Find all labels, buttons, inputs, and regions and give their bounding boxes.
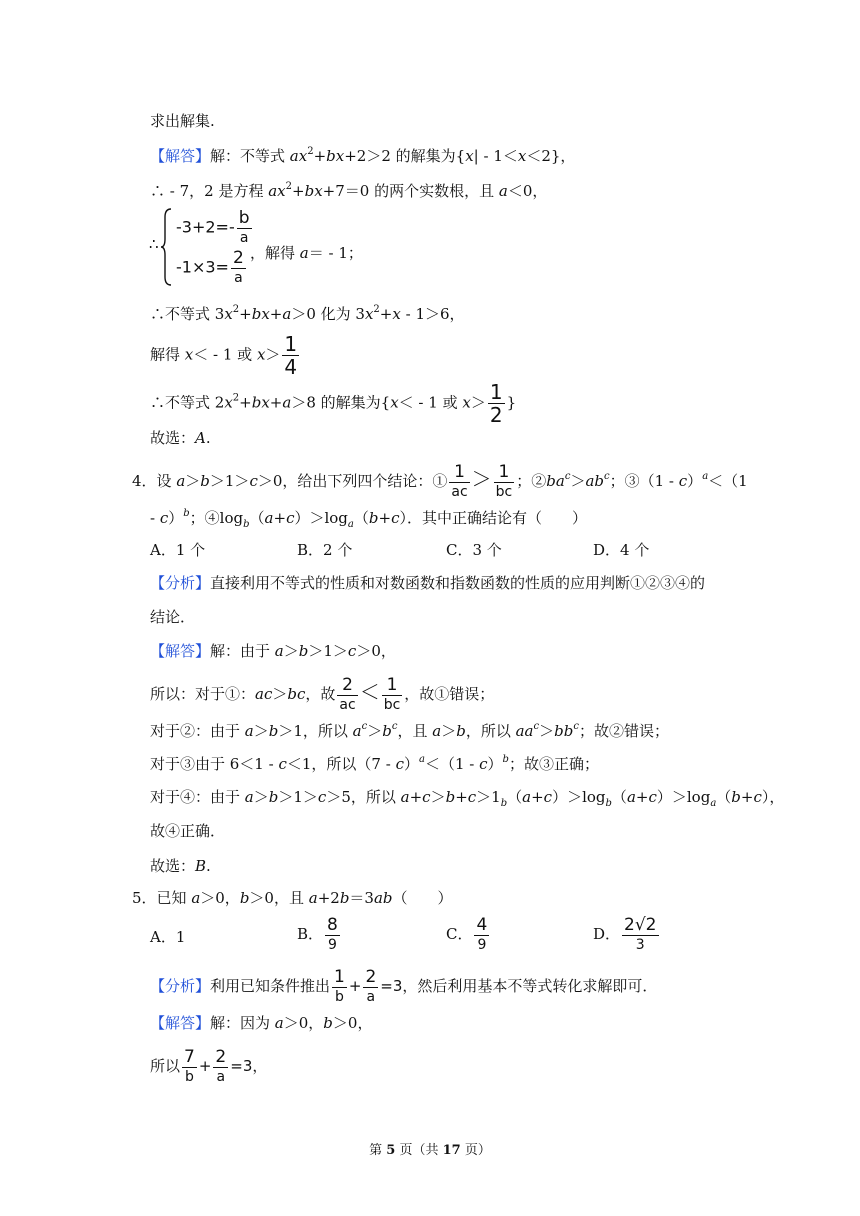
denominator: 2	[489, 403, 503, 427]
text: 解：由于	[210, 642, 275, 660]
var: b	[298, 642, 309, 660]
text: 第	[369, 1143, 387, 1158]
text: 对于②：由于	[150, 722, 245, 740]
text: ＞0，	[200, 889, 240, 907]
text: +	[273, 509, 287, 527]
text-line	[150, 855, 211, 877]
option-label: D．	[593, 925, 621, 943]
var: a	[308, 889, 318, 907]
question-5-stem	[132, 887, 453, 909]
text: 利用已知条件推出	[210, 977, 331, 995]
var: c	[317, 788, 327, 806]
text: +2	[317, 889, 340, 907]
text: .	[205, 429, 211, 447]
text: =3	[230, 1057, 253, 1075]
answer-tag: 【解答】	[150, 147, 211, 165]
var: b	[243, 519, 250, 530]
text: +	[409, 788, 423, 806]
text-line	[150, 333, 301, 378]
var: b	[456, 722, 466, 740]
numerator: 2	[365, 967, 377, 987]
text: （	[507, 788, 523, 806]
text: ＞1，所以	[278, 722, 353, 740]
text: ；④log	[189, 509, 244, 527]
text: ，故	[305, 685, 336, 703]
var: b	[268, 722, 279, 740]
text: 对于④：由于	[150, 788, 245, 806]
var: b	[731, 788, 741, 806]
fraction	[474, 916, 489, 954]
var: a	[244, 722, 254, 740]
var: x	[465, 147, 474, 165]
text-line	[150, 606, 195, 628]
text: ＞	[283, 642, 299, 660]
var: b	[605, 798, 612, 809]
text: 直接利用不等式的性质和对数函数和指数函数的性质的应用判断①②③④的	[210, 574, 706, 592]
text: 解得	[150, 345, 185, 364]
text-line	[150, 381, 516, 426]
var: c	[278, 755, 287, 773]
text: ）	[487, 755, 503, 773]
text: ＞0，	[356, 642, 396, 660]
fraction	[325, 916, 340, 954]
text: ＞	[185, 472, 201, 490]
denominator: 3	[635, 937, 645, 953]
text: }	[506, 393, 517, 412]
var: x	[392, 305, 401, 323]
text: （ ）	[392, 889, 453, 907]
var: b	[500, 798, 508, 809]
text: ＜2}，	[526, 147, 576, 165]
option-a: A．1 个	[150, 541, 206, 559]
text: +	[292, 182, 305, 200]
var: c	[564, 471, 571, 482]
fraction	[488, 381, 505, 426]
text: +	[269, 305, 283, 323]
text: ＞	[253, 788, 269, 806]
var: a	[274, 642, 284, 660]
exp: 2	[307, 146, 314, 157]
option-c: C．3 个	[446, 541, 502, 559]
text: +	[269, 393, 283, 412]
var: ax	[268, 182, 286, 200]
equation-row-2	[176, 249, 248, 287]
var: c	[395, 755, 404, 773]
text: ＝3	[349, 889, 374, 907]
text: +	[313, 147, 327, 165]
numerator: 1	[284, 332, 298, 356]
exp: 2	[373, 304, 380, 315]
numerator: 1	[382, 676, 403, 696]
denominator: ac	[339, 697, 356, 713]
var: x	[184, 345, 194, 364]
text: ）	[403, 755, 419, 773]
var: c	[391, 509, 400, 527]
denominator: bc	[495, 484, 513, 500]
var: c	[159, 509, 169, 527]
text: 求出解集.	[150, 112, 215, 130]
var: c	[347, 642, 357, 660]
var: b	[200, 472, 210, 490]
text: ＞0 化为 3	[291, 305, 365, 323]
text: - 1＞6，	[400, 305, 465, 323]
text: ＞0，给出下列四个结论：①	[257, 472, 448, 490]
text: ）	[687, 472, 703, 490]
var: b	[183, 508, 190, 519]
var: a	[347, 519, 354, 530]
question-4-stem	[132, 463, 748, 501]
var: ax	[289, 147, 308, 165]
var: a	[352, 722, 362, 740]
var: b	[502, 754, 509, 765]
text: ）．其中正确结论有（ ）	[399, 509, 587, 527]
text: ，解得	[250, 244, 300, 262]
text: ＜	[359, 680, 380, 704]
numerator: 1	[494, 463, 515, 483]
var: a	[432, 722, 442, 740]
var: c	[753, 788, 762, 806]
text-line	[150, 753, 599, 775]
var: x	[517, 147, 527, 165]
answer-tag: 【解答】	[150, 1014, 211, 1032]
var: a	[702, 471, 709, 482]
question-number: 5．已知	[132, 889, 192, 907]
text-line	[150, 676, 494, 714]
text: ＞	[367, 722, 383, 740]
text: ，故①错误；	[404, 685, 495, 703]
var: a	[710, 798, 717, 809]
var: a	[176, 472, 186, 490]
text: ∴不等式 2	[150, 393, 225, 412]
var: c	[573, 721, 579, 732]
answer-line	[150, 1012, 372, 1034]
text: ＞1＞	[209, 472, 250, 490]
var: bx	[304, 182, 323, 200]
text-line	[150, 110, 215, 132]
var: a	[419, 754, 425, 765]
denominator: a	[239, 230, 249, 246]
text: +	[531, 788, 544, 806]
text: ＞	[430, 788, 446, 806]
var: b	[239, 889, 250, 907]
text: ＜ - 1 或	[193, 345, 257, 364]
text: ＞1	[476, 788, 501, 806]
text: 页）	[460, 1143, 491, 1158]
numerator: 1	[334, 967, 345, 987]
text: ＞0，且	[249, 889, 309, 907]
text: +	[455, 788, 468, 806]
text: ；③（1 -	[609, 472, 679, 490]
text: ＞	[265, 345, 281, 364]
text: +	[378, 509, 392, 527]
text: .	[206, 857, 211, 875]
text: 故④正确．	[150, 822, 226, 840]
option-label: B．	[297, 925, 324, 943]
option-d	[593, 916, 661, 954]
text: ＜ - 1 或	[398, 393, 463, 412]
text: +	[740, 788, 754, 806]
fraction	[494, 463, 515, 501]
answer-line	[150, 145, 575, 167]
var: bx	[251, 393, 270, 412]
var: ba	[546, 472, 565, 490]
text: ＞1＞	[308, 642, 348, 660]
var: x	[256, 345, 266, 364]
var: b	[382, 722, 392, 740]
denominator: 9	[327, 937, 337, 953]
text: （	[716, 788, 732, 806]
var: a	[264, 509, 274, 527]
numerator: 2	[232, 248, 244, 268]
question-number: 4．设	[132, 472, 177, 490]
denominator: a	[234, 270, 243, 286]
exp: 2	[232, 304, 240, 315]
fraction	[332, 968, 347, 1006]
var: b	[339, 889, 350, 907]
text-line	[150, 427, 211, 449]
option-b: B．2 个	[297, 541, 353, 559]
var: b	[268, 788, 279, 806]
answer-line	[150, 640, 396, 662]
var: c	[361, 721, 368, 732]
numerator: 4	[476, 915, 488, 935]
var: c	[678, 472, 688, 490]
numerator: 2√2	[624, 915, 657, 935]
var: b	[323, 1014, 333, 1032]
text: 结论．	[150, 608, 196, 626]
text: +	[635, 788, 649, 806]
therefore-symbol: ∴	[149, 235, 159, 253]
text-line	[150, 180, 547, 202]
var: x	[364, 305, 374, 323]
var: a	[191, 889, 201, 907]
text-line	[150, 720, 669, 742]
equation-row-1	[176, 209, 254, 247]
option-c	[446, 916, 491, 954]
text: ；②	[516, 472, 547, 490]
var: ac	[255, 685, 273, 703]
var: c	[648, 788, 657, 806]
option-label: C．	[446, 925, 473, 943]
fraction	[182, 1048, 197, 1086]
text: ，所以	[465, 722, 516, 740]
text: ）＞log	[552, 788, 606, 806]
var: a	[626, 788, 636, 806]
var: a	[498, 182, 508, 200]
text: ＜0，	[507, 182, 548, 200]
text: | - 1＜	[473, 147, 518, 165]
text-line	[150, 1048, 267, 1086]
text: ）＞log	[294, 509, 348, 527]
denominator: 9	[477, 937, 487, 953]
fraction	[231, 249, 246, 287]
analysis-line	[150, 572, 705, 594]
text: ＝ - 1；	[308, 244, 363, 262]
var: c	[467, 788, 477, 806]
var: x	[390, 393, 399, 412]
text: ＞	[470, 393, 486, 412]
text: ＞5，所以	[326, 788, 401, 806]
question-4-stem-cont	[150, 507, 587, 529]
fraction	[622, 916, 658, 954]
page-footer	[0, 1139, 860, 1158]
text: ＞0，	[283, 1014, 324, 1032]
var: b	[445, 788, 456, 806]
var: c	[533, 721, 540, 732]
option-b	[297, 916, 342, 954]
option-d: D．4 个	[593, 541, 650, 559]
text: +	[239, 305, 252, 323]
var: a	[274, 1014, 284, 1032]
var: bb	[554, 722, 574, 740]
exp: 2	[232, 392, 240, 404]
option-a: A．1	[150, 928, 186, 946]
var: aa	[515, 722, 534, 740]
text: 故选：	[150, 429, 196, 447]
var: ab	[373, 889, 393, 907]
var: x	[224, 305, 233, 323]
var: a	[244, 788, 254, 806]
text-line	[150, 820, 225, 842]
denominator: a	[366, 989, 376, 1005]
var: c	[391, 721, 398, 732]
text: 所以：对于①：	[150, 685, 256, 703]
var: x	[224, 393, 233, 412]
text: ＜（1	[708, 472, 748, 490]
var: bc	[287, 685, 306, 703]
numerator: 2	[215, 1047, 227, 1067]
exp: 2	[285, 181, 293, 192]
text: ＞	[253, 722, 269, 740]
system-tail	[250, 242, 363, 263]
text: 对于③由于 6＜1 -	[150, 755, 279, 773]
denominator: b	[184, 1069, 194, 1085]
text: ＜（1 -	[424, 755, 480, 773]
text: ∴ - 7，2 是方程	[150, 182, 269, 200]
text: ），	[761, 788, 785, 806]
answer-tag: 【解答】	[150, 642, 211, 660]
text: ＞	[471, 467, 492, 491]
text: ＞0，	[332, 1014, 373, 1032]
text-line	[150, 786, 784, 808]
var: bx	[251, 305, 270, 323]
text: ＞	[441, 722, 457, 740]
denominator: 4	[284, 355, 298, 379]
text: 所以	[150, 1057, 181, 1075]
var: x	[462, 393, 471, 412]
denominator: bc	[383, 697, 401, 713]
text: 故选：	[150, 857, 196, 875]
text: ；故②错误；	[578, 722, 669, 740]
text: +	[379, 305, 393, 323]
fraction	[382, 676, 403, 714]
text: -1×3=	[176, 257, 229, 277]
var: c	[543, 788, 553, 806]
numerator: b	[238, 208, 250, 228]
text: ∴不等式 3	[150, 305, 225, 323]
page-number: 5	[386, 1143, 396, 1158]
text: ＞1＞	[278, 788, 318, 806]
text: ，且	[397, 722, 433, 740]
text: ）	[168, 509, 184, 527]
var: a	[522, 788, 532, 806]
text: ＞	[570, 472, 586, 490]
analysis-line	[150, 968, 657, 1006]
var: a	[282, 393, 292, 412]
text: （	[249, 509, 265, 527]
fraction	[363, 968, 378, 1006]
text-line	[150, 303, 465, 325]
var: ab	[585, 472, 604, 490]
var: a	[282, 305, 292, 323]
var: c	[286, 509, 295, 527]
var: B	[195, 857, 207, 875]
fraction	[449, 463, 469, 501]
numerator: 2	[337, 676, 357, 696]
text: ，然后利用基本不等式转化求解即可．	[402, 977, 658, 995]
text: -	[150, 509, 160, 527]
fraction	[337, 676, 357, 714]
analysis-tag: 【分析】	[150, 574, 211, 592]
numerator: 8	[327, 915, 338, 935]
text: 解：因为	[210, 1014, 275, 1032]
text: 解：不等式	[210, 147, 290, 165]
text: +2＞2 的解集为{	[344, 147, 466, 165]
var: bx	[326, 147, 345, 165]
fraction	[282, 333, 299, 378]
analysis-tag: 【分析】	[150, 977, 211, 995]
numerator: 1	[449, 463, 469, 483]
var: a	[400, 788, 410, 806]
denominator: a	[216, 1069, 226, 1085]
text: ＜1，所以（7 -	[286, 755, 396, 773]
text: （	[611, 788, 627, 806]
var: c	[422, 788, 431, 806]
text: -3+2=-	[176, 217, 235, 237]
text: ；故③正确；	[508, 755, 599, 773]
var: a	[299, 244, 309, 262]
text: +	[198, 1057, 212, 1075]
text: =3	[380, 977, 403, 995]
fraction	[213, 1048, 228, 1086]
text: （	[353, 509, 369, 527]
text: +	[348, 977, 362, 995]
text: ）＞log	[656, 788, 711, 806]
var: c	[604, 471, 610, 482]
text: ＞	[272, 685, 288, 703]
text: +	[239, 393, 252, 412]
denominator: b	[335, 989, 344, 1005]
var: A	[195, 429, 206, 447]
text: ＞	[539, 722, 555, 740]
var: c	[479, 755, 488, 773]
text: +7＝0 的两个实数根，且	[322, 182, 499, 200]
page-total: 17	[442, 1143, 461, 1158]
text: 页（共	[395, 1143, 443, 1158]
denominator: ac	[451, 484, 468, 500]
text: ＞8 的解集为{	[291, 393, 391, 412]
var: c	[249, 472, 258, 490]
var: b	[368, 509, 379, 527]
numerator: 7	[184, 1047, 195, 1067]
numerator: 1	[489, 380, 503, 404]
text: ，	[252, 1057, 268, 1075]
left-brace-icon	[160, 207, 172, 287]
